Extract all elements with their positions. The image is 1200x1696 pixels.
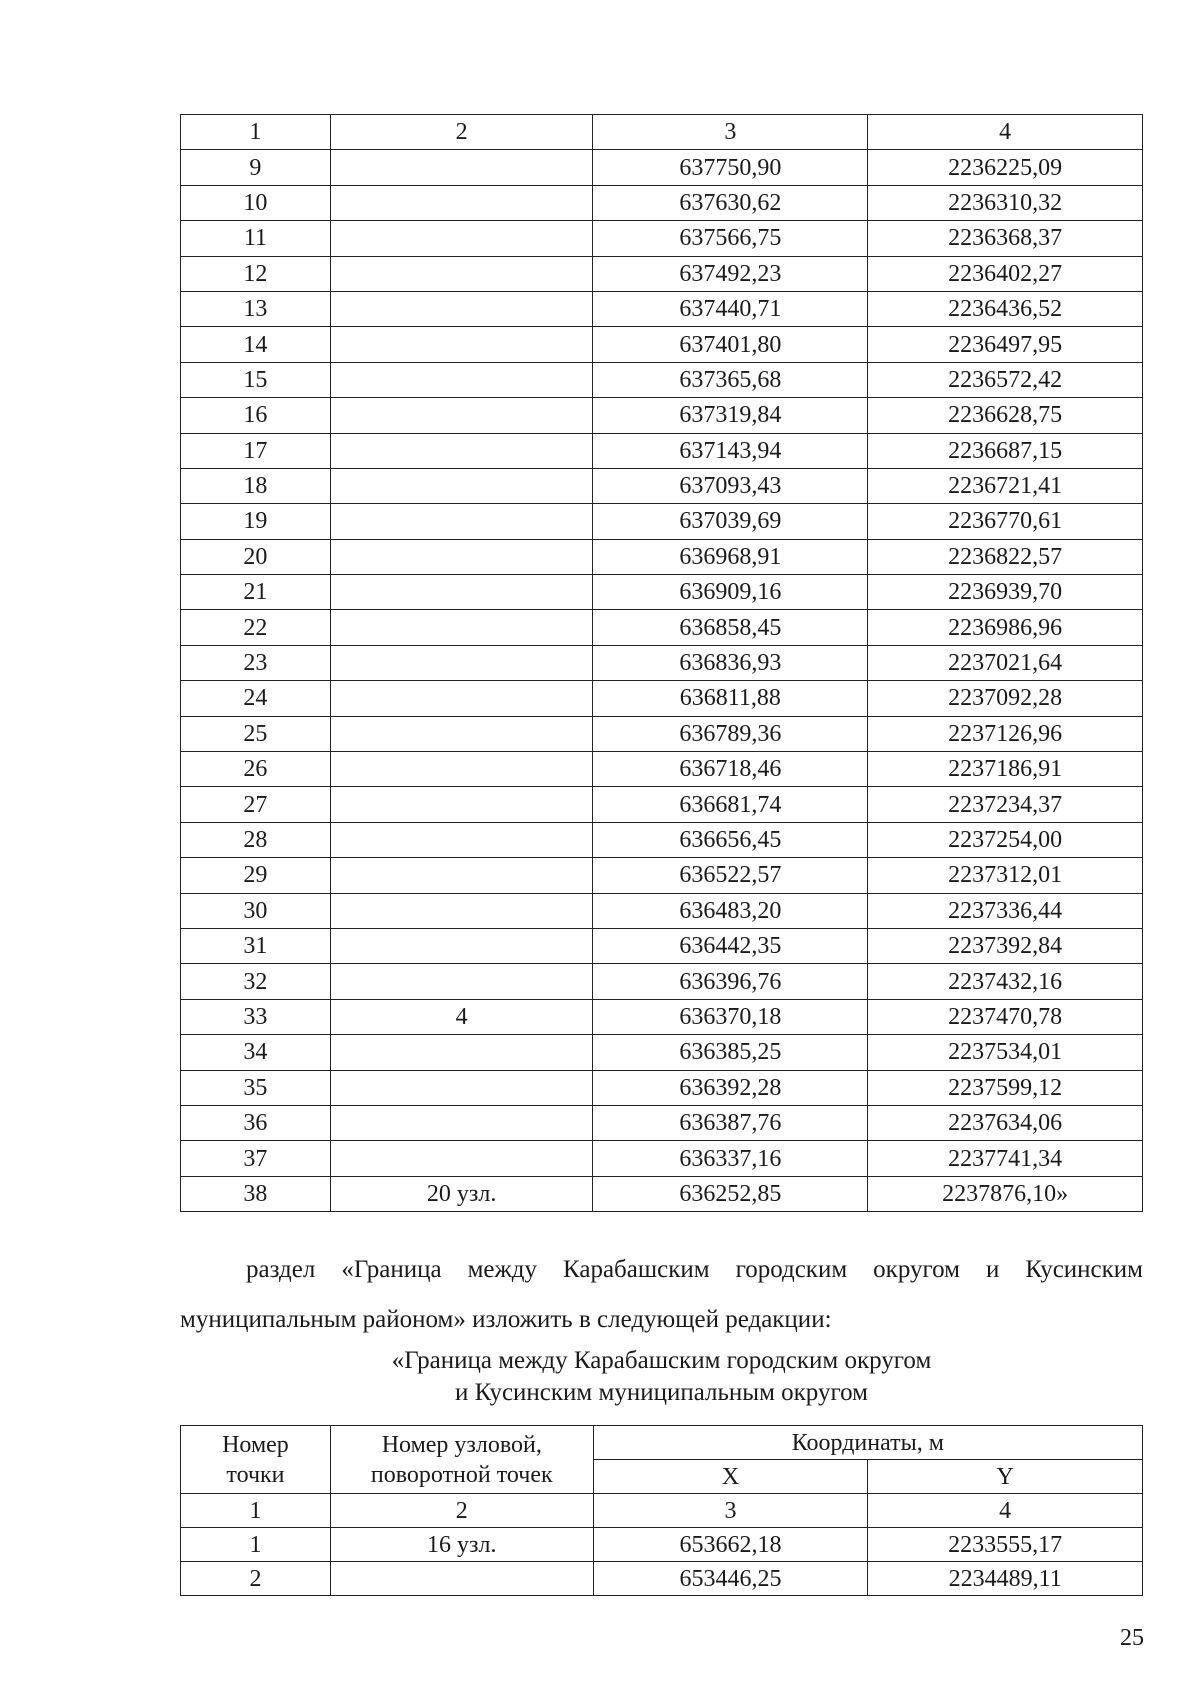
table-cell: 3 bbox=[593, 115, 868, 150]
table-cell: 34 bbox=[181, 1035, 331, 1070]
table-cell: 636522,57 bbox=[593, 858, 868, 893]
header-y: Y bbox=[868, 1460, 1143, 1494]
table-cell: 636718,46 bbox=[593, 752, 868, 787]
table-cell bbox=[330, 291, 593, 326]
table-row bbox=[181, 645, 1143, 680]
table-cell: 636789,36 bbox=[593, 716, 868, 751]
table-row bbox=[181, 858, 1143, 893]
table-cell: 2236572,42 bbox=[868, 362, 1143, 397]
table-cell bbox=[330, 468, 593, 503]
table-cell: 2237599,12 bbox=[868, 1070, 1143, 1105]
table-cell: 2236687,15 bbox=[868, 433, 1143, 468]
table-cell: 4 bbox=[330, 999, 593, 1034]
table-cell: 13 bbox=[181, 291, 331, 326]
table-row bbox=[181, 1141, 1143, 1176]
table-cell: 2233555,17 bbox=[868, 1528, 1143, 1562]
table-cell bbox=[330, 539, 593, 574]
table-cell bbox=[330, 716, 593, 751]
table-body bbox=[181, 1426, 1143, 1596]
table-cell bbox=[330, 398, 593, 433]
table-row bbox=[181, 327, 1143, 362]
table-cell: 2236497,95 bbox=[868, 327, 1143, 362]
column-number-row bbox=[181, 1494, 1143, 1528]
table-cell bbox=[330, 327, 593, 362]
table-row bbox=[181, 1528, 1143, 1562]
table-row bbox=[181, 398, 1143, 433]
amendment-paragraph: раздел «Граница между Карабашским городским округом и Кусинским муниципальным районом» изложить в следующей редакции: bbox=[180, 1256, 1143, 1333]
table-cell: 20 узл. bbox=[330, 1176, 593, 1211]
table-cell bbox=[330, 256, 593, 291]
table-cell: 637319,84 bbox=[593, 398, 868, 433]
table-cell bbox=[330, 1070, 593, 1105]
table-cell bbox=[330, 1562, 593, 1596]
table-cell: 637750,90 bbox=[593, 150, 868, 185]
header-coordinates: Координаты, м bbox=[593, 1426, 1142, 1460]
table-cell bbox=[330, 433, 593, 468]
table-cell: 22 bbox=[181, 610, 331, 645]
table-cell: 637492,23 bbox=[593, 256, 868, 291]
table-cell bbox=[330, 928, 593, 963]
table-cell: 2237470,78 bbox=[868, 999, 1143, 1034]
table-cell: 20 bbox=[181, 539, 331, 574]
table-cell: 636370,18 bbox=[593, 999, 868, 1034]
table-cell: 16 bbox=[181, 398, 331, 433]
table-cell: 2236310,32 bbox=[868, 185, 1143, 220]
table-cell: 636968,91 bbox=[593, 539, 868, 574]
table-cell: 36 bbox=[181, 1105, 331, 1140]
table-row bbox=[181, 1562, 1143, 1596]
table-cell: 637440,71 bbox=[593, 291, 868, 326]
table-row bbox=[181, 150, 1143, 185]
table-cell: 30 bbox=[181, 893, 331, 928]
table-cell: 2 bbox=[181, 1562, 331, 1596]
table-cell: 636858,45 bbox=[593, 610, 868, 645]
table-row bbox=[181, 575, 1143, 610]
table-cell: 28 bbox=[181, 822, 331, 857]
table-cell bbox=[330, 185, 593, 220]
header-point-number: Номер точки bbox=[181, 1426, 331, 1494]
table-row bbox=[181, 1105, 1143, 1140]
table-row bbox=[181, 928, 1143, 963]
table-cell bbox=[330, 362, 593, 397]
table-row bbox=[181, 964, 1143, 999]
table-cell: 636909,16 bbox=[593, 575, 868, 610]
table-cell bbox=[330, 858, 593, 893]
table-cell bbox=[330, 1105, 593, 1140]
table-cell: 636337,16 bbox=[593, 1141, 868, 1176]
table-cell: 25 bbox=[181, 716, 331, 751]
table-cell: 31 bbox=[181, 928, 331, 963]
table-cell bbox=[330, 1141, 593, 1176]
table-row bbox=[181, 787, 1143, 822]
header-x: X bbox=[593, 1460, 868, 1494]
table-row bbox=[181, 291, 1143, 326]
table-cell: 23 bbox=[181, 645, 331, 680]
table-row bbox=[181, 539, 1143, 574]
table-cell: 27 bbox=[181, 787, 331, 822]
table-row bbox=[181, 221, 1143, 256]
table-cell: 2236402,27 bbox=[868, 256, 1143, 291]
table-cell bbox=[330, 575, 593, 610]
page-number: 25 bbox=[1120, 1625, 1144, 1651]
table-cell: 16 узл. bbox=[330, 1528, 593, 1562]
table-cell: 1 bbox=[181, 1494, 331, 1528]
table-cell: 2237021,64 bbox=[868, 645, 1143, 680]
table-cell bbox=[330, 681, 593, 716]
table-row bbox=[181, 893, 1143, 928]
table-cell bbox=[330, 504, 593, 539]
table-cell: 653446,25 bbox=[593, 1562, 868, 1596]
table-row bbox=[181, 1035, 1143, 1070]
table-cell: 2237312,01 bbox=[868, 858, 1143, 893]
table-row bbox=[181, 185, 1143, 220]
table-cell: 14 bbox=[181, 327, 331, 362]
coordinates-table-new bbox=[180, 1425, 1143, 1596]
table-cell bbox=[330, 787, 593, 822]
table-cell bbox=[330, 893, 593, 928]
header-row bbox=[181, 1426, 1143, 1460]
table-cell: 2237092,28 bbox=[868, 681, 1143, 716]
table-cell: 637630,62 bbox=[593, 185, 868, 220]
table-cell: 2237876,10» bbox=[868, 1176, 1143, 1211]
table-row bbox=[181, 1070, 1143, 1105]
table-cell: 2236939,70 bbox=[868, 575, 1143, 610]
table-cell: 653662,18 bbox=[593, 1528, 868, 1562]
table-cell: 10 bbox=[181, 185, 331, 220]
table-cell: 2236986,96 bbox=[868, 610, 1143, 645]
table-cell: 3 bbox=[593, 1494, 868, 1528]
table-cell bbox=[330, 610, 593, 645]
table-cell: 636387,76 bbox=[593, 1105, 868, 1140]
table-cell: 637401,80 bbox=[593, 327, 868, 362]
table-cell bbox=[330, 964, 593, 999]
table-cell: 2236822,57 bbox=[868, 539, 1143, 574]
table-cell: 11 bbox=[181, 221, 331, 256]
table-cell: 2236770,61 bbox=[868, 504, 1143, 539]
table-cell: 2236721,41 bbox=[868, 468, 1143, 503]
table-cell: 2 bbox=[330, 1494, 593, 1528]
table-cell: 636681,74 bbox=[593, 787, 868, 822]
table-cell: 636392,28 bbox=[593, 1070, 868, 1105]
table-cell: 12 bbox=[181, 256, 331, 291]
table-cell bbox=[330, 645, 593, 680]
table-cell: 636442,35 bbox=[593, 928, 868, 963]
table-cell: 2237432,16 bbox=[868, 964, 1143, 999]
table-cell: 32 bbox=[181, 964, 331, 999]
table-cell: 2237234,37 bbox=[868, 787, 1143, 822]
table-cell: 9 bbox=[181, 150, 331, 185]
table-body bbox=[181, 115, 1143, 1212]
table-cell: 29 bbox=[181, 858, 331, 893]
table-cell: 637143,94 bbox=[593, 433, 868, 468]
table-cell bbox=[330, 822, 593, 857]
table-row bbox=[181, 468, 1143, 503]
table-cell bbox=[330, 150, 593, 185]
table-cell: 2236225,09 bbox=[868, 150, 1143, 185]
table-cell: 37 bbox=[181, 1141, 331, 1176]
table-cell bbox=[330, 752, 593, 787]
table-cell: 2236436,52 bbox=[868, 291, 1143, 326]
table-cell: 636385,25 bbox=[593, 1035, 868, 1070]
table-row bbox=[181, 256, 1143, 291]
table-cell: 2236628,75 bbox=[868, 398, 1143, 433]
section-heading-line2: и Кусинским муниципальным округом bbox=[455, 1379, 868, 1406]
table-row bbox=[181, 504, 1143, 539]
table-cell: 4 bbox=[868, 115, 1143, 150]
table-cell: 2234489,11 bbox=[868, 1562, 1143, 1596]
table-cell: 33 bbox=[181, 999, 331, 1034]
table-cell: 636836,93 bbox=[593, 645, 868, 680]
table-cell: 636252,85 bbox=[593, 1176, 868, 1211]
table-cell: 2237741,34 bbox=[868, 1141, 1143, 1176]
table-row bbox=[181, 362, 1143, 397]
table-cell: 19 bbox=[181, 504, 331, 539]
table-cell: 2237336,44 bbox=[868, 893, 1143, 928]
table-cell: 636656,45 bbox=[593, 822, 868, 857]
table-cell bbox=[330, 221, 593, 256]
table-row bbox=[181, 433, 1143, 468]
table-cell: 1 bbox=[181, 115, 331, 150]
table-cell: 2237254,00 bbox=[868, 822, 1143, 857]
table-cell: 2 bbox=[330, 115, 593, 150]
table-cell: 636811,88 bbox=[593, 681, 868, 716]
table-cell: 26 bbox=[181, 752, 331, 787]
table-cell: 2237186,91 bbox=[868, 752, 1143, 787]
table-row bbox=[181, 999, 1143, 1034]
table-row bbox=[181, 1176, 1143, 1211]
table-cell: 637093,43 bbox=[593, 468, 868, 503]
table-cell: 2237634,06 bbox=[868, 1105, 1143, 1140]
table-cell: 637039,69 bbox=[593, 504, 868, 539]
table-cell: 2236368,37 bbox=[868, 221, 1143, 256]
table-cell: 2237392,84 bbox=[868, 928, 1143, 963]
table-cell bbox=[330, 1035, 593, 1070]
table-cell: 21 bbox=[181, 575, 331, 610]
table-cell: 636396,76 bbox=[593, 964, 868, 999]
section-heading-line1: «Граница между Карабашским городским округом bbox=[391, 1347, 932, 1374]
table-cell: 24 bbox=[181, 681, 331, 716]
table-row bbox=[181, 752, 1143, 787]
table-cell: 1 bbox=[181, 1528, 331, 1562]
table-cell: 637566,75 bbox=[593, 221, 868, 256]
table-cell: 4 bbox=[868, 1494, 1143, 1528]
table-row bbox=[181, 681, 1143, 716]
table-cell: 17 bbox=[181, 433, 331, 468]
table-row bbox=[181, 610, 1143, 645]
table-cell: 18 bbox=[181, 468, 331, 503]
table-cell: 35 bbox=[181, 1070, 331, 1105]
column-number-row bbox=[181, 115, 1143, 150]
table-cell: 38 bbox=[181, 1176, 331, 1211]
table-cell: 636483,20 bbox=[593, 893, 868, 928]
coordinates-table-continued bbox=[180, 114, 1143, 1212]
table-cell: 637365,68 bbox=[593, 362, 868, 397]
table-row bbox=[181, 716, 1143, 751]
table-cell: 15 bbox=[181, 362, 331, 397]
table-cell: 2237126,96 bbox=[868, 716, 1143, 751]
table-row bbox=[181, 822, 1143, 857]
table-cell: 2237534,01 bbox=[868, 1035, 1143, 1070]
header-node-number: Номер узловой, поворотной точек bbox=[330, 1426, 593, 1494]
